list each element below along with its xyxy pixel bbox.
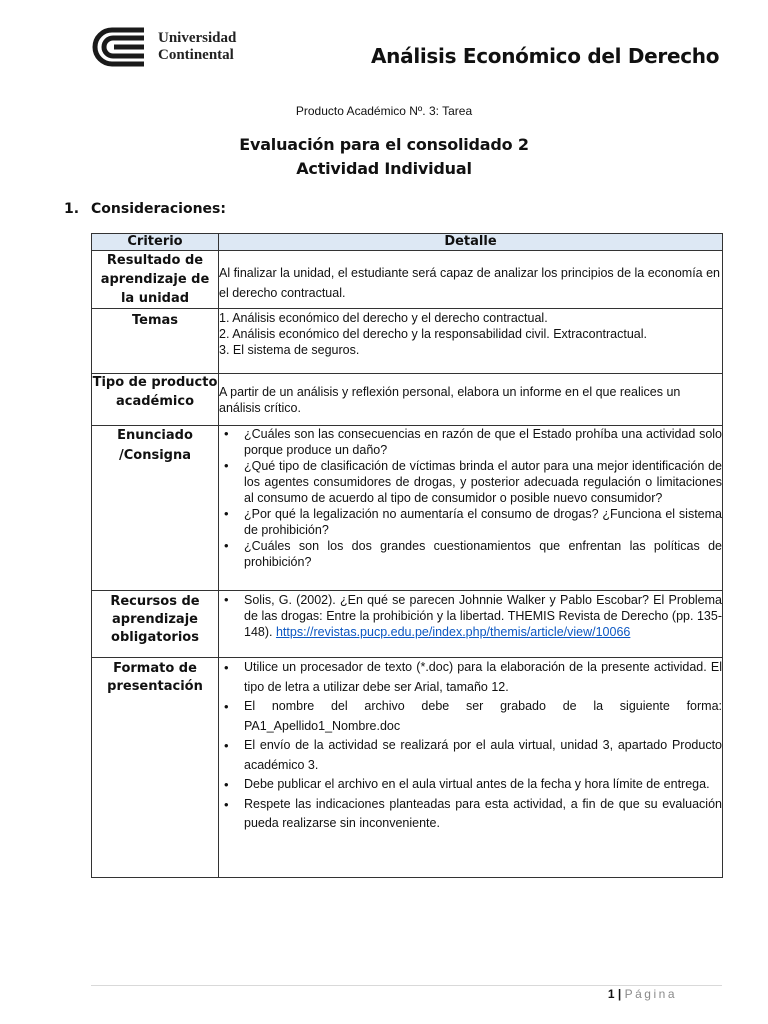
list-item: • Debe publicar el archivo en el aula virtual antes de la fecha y hora límite de entrega. xyxy=(219,775,722,795)
detalle-cell xyxy=(219,658,723,878)
product-label: Producto Académico Nº. 3: Tarea xyxy=(295,104,473,118)
list-item: • El nombre del archivo debe ser grabado de la siguiente forma: PA1_Apellido1_Nombre.doc xyxy=(219,697,722,736)
university-name-line2: Continental xyxy=(158,47,234,63)
detalle-cell xyxy=(219,591,723,658)
document-title: Evaluación para el consolidado 2 xyxy=(239,135,529,154)
column-header-detalle: Detalle xyxy=(219,234,723,251)
list-item: • ¿Por qué la legalización no aumentaría el consumo de drogas? ¿Funciona el sistema de prohibición? xyxy=(219,506,722,538)
tema-line: 2. Análisis económico del derecho y la responsabilidad civil. Extracontractual. xyxy=(219,327,648,341)
footer-divider xyxy=(91,985,722,986)
section-heading xyxy=(64,201,226,217)
list-item: • Utilice un procesador de texto (*.doc) para la elaboración de la presente actividad. El tipo de letra a utilizar debe ser Arial, tamaño 12. xyxy=(219,658,722,697)
table-row xyxy=(92,251,723,309)
university-logo-icon xyxy=(92,26,150,68)
format-list xyxy=(219,658,722,834)
university-name xyxy=(158,30,236,64)
list-item: • ¿Cuáles son los dos grandes cuestionamientos que enfrentan las políticas de prohibición? xyxy=(219,538,722,570)
table-row xyxy=(92,658,723,878)
course-title: Análisis Económico del Derecho xyxy=(371,44,720,68)
criterio-cell: Temas xyxy=(92,309,219,374)
section-title: Consideraciones: xyxy=(91,201,226,217)
tema-line: 1. Análisis económico del derecho y el derecho contractual. xyxy=(219,311,548,325)
list-item xyxy=(219,592,722,640)
detalle-cell: Al finalizar la unidad, el estudiante será capaz de analizar los principios de la economía en el derecho contractual. xyxy=(219,251,723,309)
list-item: • ¿Cuáles son las consecuencias en razón de que el Estado prohíba una actividad solo porque produce un daño? xyxy=(219,426,722,458)
criterio-cell: Resultado de aprendizaje de la unidad xyxy=(92,251,219,309)
table-row xyxy=(92,591,723,658)
criterio-cell: Enunciado /Consigna xyxy=(92,426,219,591)
tema-line: 3. El sistema de seguros. xyxy=(219,343,360,357)
list-item: • ¿Qué tipo de clasificación de víctimas brinda el autor para una mejor identificación de los agentes consumidores de drogas, y posterior adecuada regulación o limitaciones al consumo de acuerdo al tipo de consumidor o posible nuevo consumidor? xyxy=(219,458,722,506)
detalle-cell xyxy=(219,426,723,591)
table-header-row xyxy=(92,234,723,251)
table-row xyxy=(92,374,723,426)
university-logo xyxy=(92,26,236,68)
table-row xyxy=(92,309,723,374)
detalle-cell xyxy=(219,309,723,374)
table-row xyxy=(92,426,723,591)
list-item: • El envío de la actividad se realizará por el aula virtual, unidad 3, apartado Producto académico 3. xyxy=(219,736,722,775)
resource-link[interactable]: https://revistas.pucp.edu.pe/index.php/themis/article/view/10066 xyxy=(275,625,631,639)
document-subtitle: Actividad Individual xyxy=(296,159,472,178)
university-name-line1: Universidad xyxy=(158,30,237,46)
resource-citation: Solis, G. (2002). ¿En qué se parecen Johnnie Walker y Pablo Escobar? El Problema de las drogas: Entre la prohibición y la libertad. THEMIS Revista de Derecho (pp. 135-148). xyxy=(244,593,722,639)
considerations-table xyxy=(91,233,723,878)
page-number: 1 xyxy=(607,987,615,1001)
criterio-cell: Recursos de aprendizaje obligatorios xyxy=(92,591,219,658)
page-word: Página xyxy=(624,987,677,1001)
criterio-cell: Formato de presentación xyxy=(92,658,219,878)
resources-list xyxy=(219,592,722,640)
criterio-cell: Tipo de producto académico xyxy=(92,374,219,426)
section-number: 1. xyxy=(64,201,80,217)
detalle-cell: A partir de un análisis y reflexión personal, elabora un informe en el que realices un análisis crítico. xyxy=(219,374,723,426)
column-header-criterio: Criterio xyxy=(92,234,219,251)
page-separator: | xyxy=(617,987,622,1001)
consigna-list xyxy=(219,426,722,570)
list-item: • Respete las indicaciones planteadas para esta actividad, a fin de que su evaluación pueda realizarse sin inconveniente. xyxy=(219,795,722,834)
page-footer xyxy=(608,987,677,1001)
